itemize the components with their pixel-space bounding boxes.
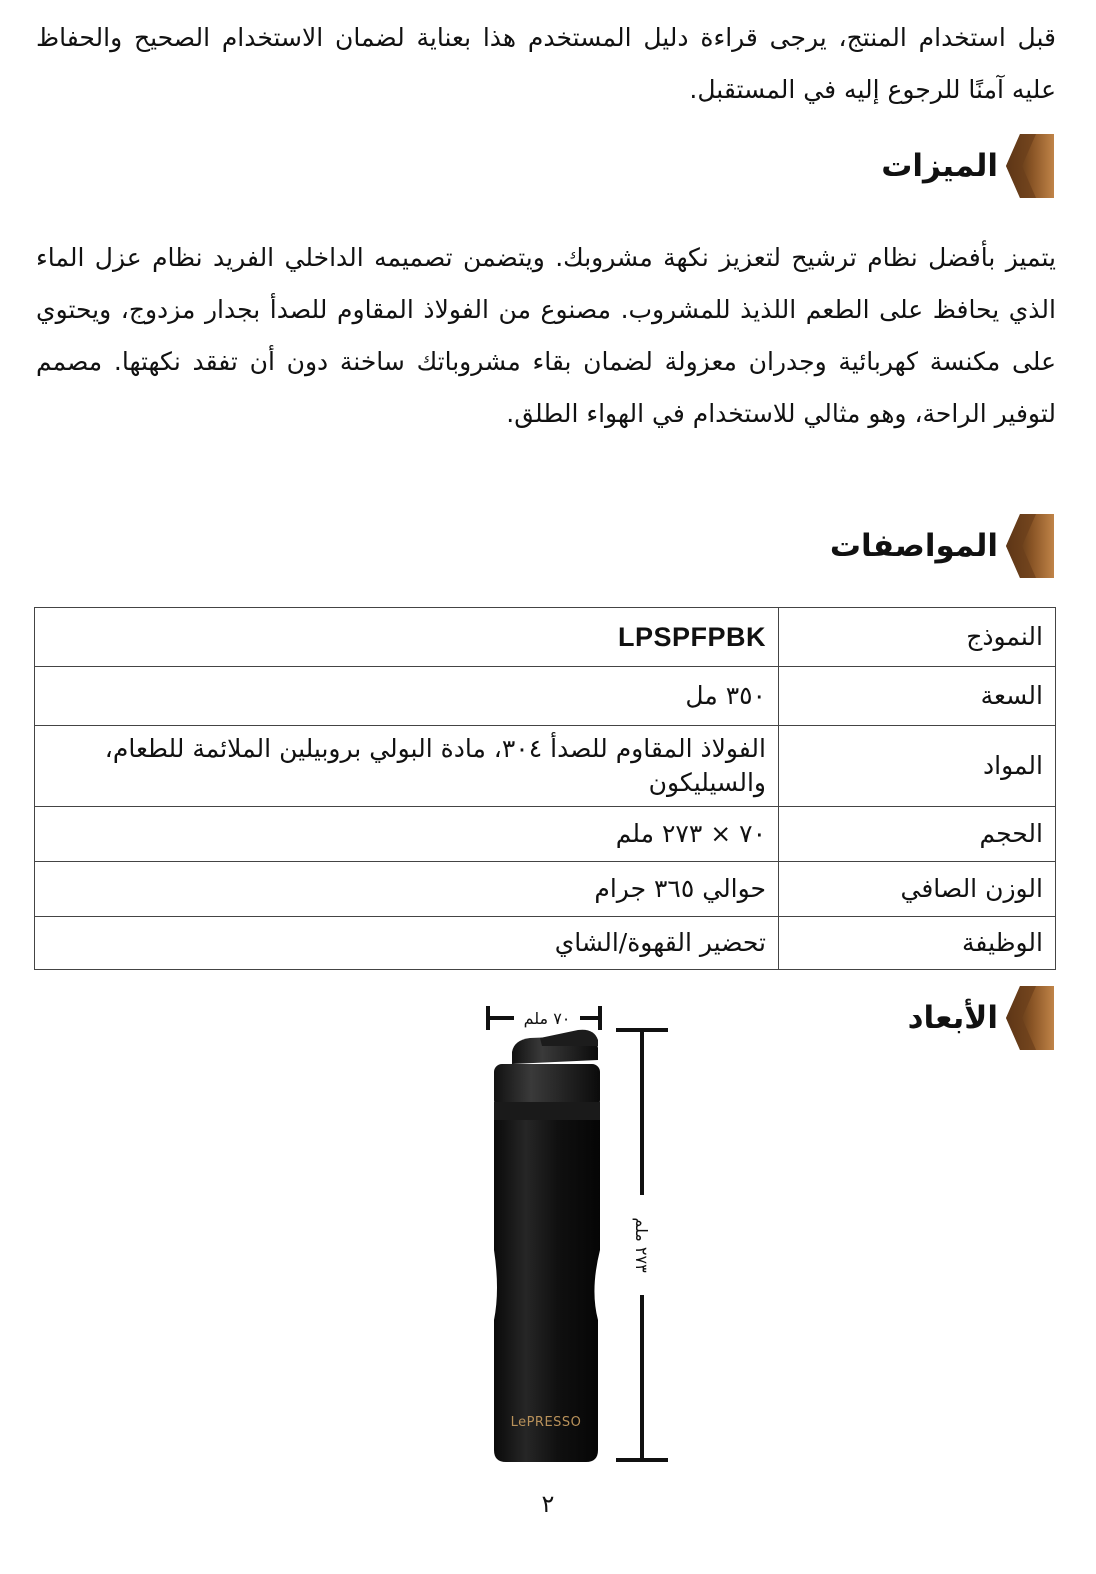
spec-value: الفولاذ المقاوم للصدأ ٣٠٤، مادة البولي بروبيلين الملائمة للطعام، والسيليكون [35,726,779,807]
table-row [35,667,1056,726]
section-marker-icon [1006,986,1054,1050]
dimensions-diagram [470,990,710,1480]
spec-label: الحجم [779,807,1056,862]
intro-paragraph: قبل استخدام المنتج، يرجى قراءة دليل المستخدم هذا بعناية لضمان الاستخدام الصحيح والحفاظ عليه آمنًا للرجوع إليه في المستقبل. [36,23,1056,104]
spec-value: LPSPFPBK [35,608,779,667]
specs-table [34,607,1056,970]
spec-value: ٧٠ × ٢٧٣ ملم [35,807,779,862]
features-title: الميزات [881,148,998,184]
spec-value: ٣٥٠ مل [35,667,779,726]
spec-label: النموذج [779,608,1056,667]
height-dimension [616,1030,668,1460]
height-label: ٢٧٣ ملم [632,1217,651,1273]
page-number: ٢ [541,1490,555,1518]
spec-label: الوظيفة [779,917,1056,970]
spec-label: الوزن الصافي [779,862,1056,917]
spec-label: السعة [779,667,1056,726]
section-marker-icon [1006,514,1054,578]
table-row [35,807,1056,862]
section-marker-icon [1006,134,1054,198]
features-heading [881,134,1054,198]
width-dimension [488,1006,600,1030]
table-row [35,862,1056,917]
bottle-image [494,1030,600,1462]
table-row [35,726,1056,807]
table-row [35,608,1056,667]
width-label: ٧٠ ملم [523,1009,571,1028]
specs-heading [830,514,1054,578]
table-row [35,917,1056,970]
specs-title: المواصفات [829,528,998,564]
spec-value: تحضير القهوة/الشاي [35,917,779,970]
dimensions-title: الأبعاد [907,1000,998,1036]
bottle-brand: LePRESSO [510,1415,582,1430]
spec-label: المواد [779,726,1056,807]
dimensions-heading [908,986,1054,1050]
spec-value: حوالي ٣٦٥ جرام [35,862,779,917]
features-paragraph: يتميز بأفضل نظام ترشيح لتعزيز نكهة مشروبك. ويتضمن تصميمه الداخلي الفريد نظام عزل الماء الذي يحافظ على الطعم اللذيذ للمشروب. مصنوع من الفولاذ المقاوم للصدأ بجدار مزدوج، ويحتوي على مكنسة كهربائية وجدران معزولة لضمان بقاء مشروباتك ساخنة دون أن تفقد نكهتها. مصمم لتوفير الراحة، وهو مثالي للاستخدام في الهواء الطلق. [36,243,1056,428]
